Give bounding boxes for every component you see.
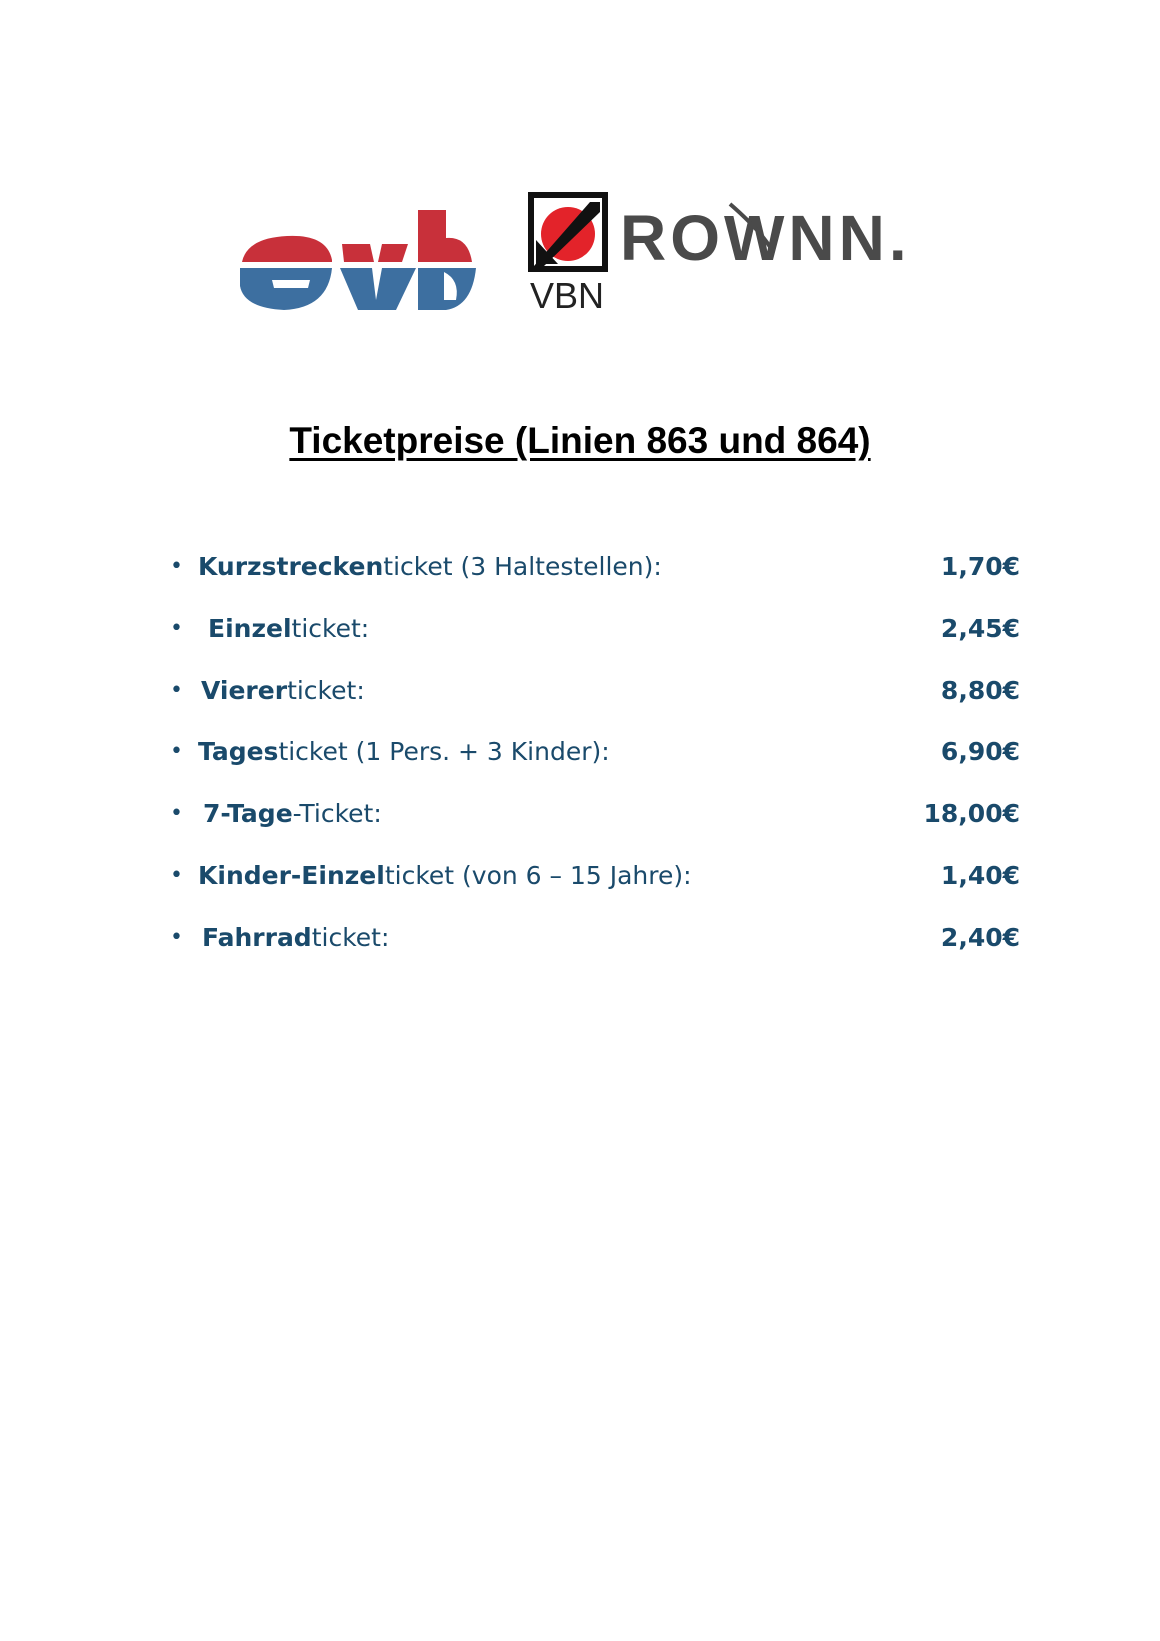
ticket-label: 7-Tage-Ticket: <box>203 799 382 829</box>
logo-bar <box>0 0 1160 360</box>
list-item <box>170 614 1020 676</box>
rownn-logo-text: ROWNN. <box>620 202 911 274</box>
bullet-icon: • <box>170 801 183 827</box>
bullet-icon: • <box>170 924 183 950</box>
ticket-price: 6,90€ <box>940 737 1020 767</box>
ticket-label: Kinder-Einzelticket (von 6 – 15 Jahre): <box>198 860 692 890</box>
evb-logo <box>232 200 482 330</box>
bullet-icon: • <box>170 615 183 641</box>
ticket-label: Tagesticket (1 Pers. + 3 Kinder): <box>198 737 610 767</box>
list-item <box>170 552 1020 614</box>
list-item <box>170 799 1020 861</box>
ticket-label: Fahrradticket: <box>202 922 390 952</box>
ticket-label: Viererticket: <box>201 675 365 705</box>
page-title: Ticketpreise (Linien 863 und 864) <box>289 420 871 461</box>
bullet-icon: • <box>170 739 183 765</box>
ticket-price: 1,40€ <box>940 860 1020 890</box>
ticket-label: Einzelticket: <box>208 613 370 643</box>
rownn-logo <box>620 190 940 280</box>
evb-logo-text: evb <box>232 200 234 201</box>
bullet-icon: • <box>170 677 183 703</box>
ticket-price: 18,00€ <box>923 799 1020 829</box>
vbn-logo <box>528 192 612 314</box>
ticket-price: 2,40€ <box>940 922 1020 952</box>
ticket-price: 1,70€ <box>940 552 1020 581</box>
price-list <box>170 552 1020 985</box>
list-item <box>170 737 1020 799</box>
ticket-label: Kurzstreckenticket (3 Haltestellen): <box>198 552 662 581</box>
list-item <box>170 861 1020 923</box>
list-item <box>170 923 1020 985</box>
list-item <box>170 676 1020 738</box>
ticket-price: 8,80€ <box>940 675 1020 705</box>
ticket-price: 2,45€ <box>940 613 1020 643</box>
bullet-icon: • <box>170 554 183 579</box>
vbn-logo-text: VBN <box>530 275 605 314</box>
bullet-icon: • <box>170 862 183 888</box>
